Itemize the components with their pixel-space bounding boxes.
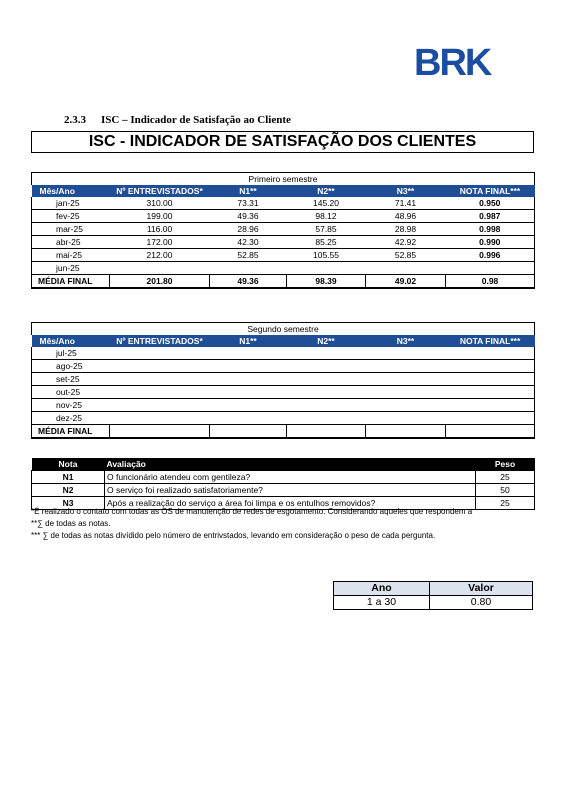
n2-cell: 145.20 <box>287 197 366 210</box>
legend-avaliacao: O serviço foi realizado satisfatoriamente? <box>105 484 476 497</box>
col-header-final: NOTA FINAL*** <box>446 335 535 347</box>
legend-avaliacao: O funcionário atendeu com gentileza? <box>105 471 476 484</box>
summary-table <box>333 581 533 610</box>
month-cell: dez-25 <box>32 412 110 425</box>
n2-cell <box>287 262 366 275</box>
col-header-n2: N2** <box>287 335 366 347</box>
interviewed-cell <box>110 360 210 373</box>
month-cell: out-25 <box>32 386 110 399</box>
col-header-n3: N3** <box>366 185 446 197</box>
section-heading <box>64 114 291 126</box>
n1-cell <box>210 373 287 386</box>
n3-cell <box>366 347 446 360</box>
summary-ano: 1 a 30 <box>334 596 430 610</box>
interviewed-cell <box>110 262 210 275</box>
n3-cell <box>366 412 446 425</box>
month-cell: ago-25 <box>32 360 110 373</box>
final-score-cell <box>446 386 535 399</box>
first-semester-caption: Primeiro semestre <box>32 173 535 186</box>
table-row <box>32 347 535 360</box>
final-n1: 49.36 <box>210 275 287 289</box>
legend-table <box>31 458 535 510</box>
n1-cell: 73.31 <box>210 197 287 210</box>
final-score-cell <box>446 347 535 360</box>
interviewed-cell <box>110 399 210 412</box>
final-score-cell: 0.990 <box>446 236 535 249</box>
final-n3 <box>366 425 446 439</box>
col-header-n1: N1** <box>210 185 287 197</box>
final-n2 <box>287 425 366 439</box>
n1-cell: 28.96 <box>210 223 287 236</box>
n2-cell <box>287 386 366 399</box>
legend-header-nota: Nota <box>32 458 105 471</box>
final-interviewed <box>110 425 210 439</box>
n3-cell <box>366 386 446 399</box>
table-row <box>32 223 535 236</box>
n3-cell: 28.98 <box>366 223 446 236</box>
n3-cell <box>366 262 446 275</box>
table-row <box>32 197 535 210</box>
table-row <box>32 360 535 373</box>
final-score-cell: 0.998 <box>446 223 535 236</box>
final-n2: 98.39 <box>287 275 366 289</box>
col-header-n1: N1** <box>210 335 287 347</box>
final-score-cell: 0.987 <box>446 210 535 223</box>
summary-valor: 0.80 <box>430 596 533 610</box>
final-label: MÉDIA FINAL <box>32 425 110 439</box>
final-score-cell: 0.950 <box>446 197 535 210</box>
n3-cell <box>366 360 446 373</box>
final-score: 0.98 <box>446 275 535 289</box>
n1-cell <box>210 262 287 275</box>
interviewed-cell <box>110 386 210 399</box>
n1-cell <box>210 412 287 425</box>
final-score-cell <box>446 262 535 275</box>
n2-cell <box>287 373 366 386</box>
month-cell: mar-25 <box>32 223 110 236</box>
n1-cell <box>210 360 287 373</box>
legend-row <box>32 471 535 484</box>
legend-peso: 25 <box>476 497 535 510</box>
n1-cell <box>210 347 287 360</box>
table-row <box>32 412 535 425</box>
month-cell: jul-25 <box>32 347 110 360</box>
n3-cell: 42.92 <box>366 236 446 249</box>
n2-cell: 57.85 <box>287 223 366 236</box>
interviewed-cell <box>110 412 210 425</box>
n2-cell: 85.25 <box>287 236 366 249</box>
table-row <box>32 262 535 275</box>
final-score-cell <box>446 360 535 373</box>
n3-cell <box>366 399 446 412</box>
legend-header-peso: Peso <box>476 458 535 471</box>
first-semester-table <box>31 172 535 289</box>
legend-peso: 50 <box>476 484 535 497</box>
final-score-cell <box>446 373 535 386</box>
table-row <box>32 399 535 412</box>
main-title: ISC - INDICADOR DE SATISFAÇÃO DOS CLIENTES <box>31 131 534 153</box>
legend-nota: N3 <box>32 497 105 510</box>
brk-logo-text: BRK <box>414 44 491 78</box>
final-score-cell: 0.996 <box>446 249 535 262</box>
col-header-month: Mês/Ano <box>32 335 110 347</box>
col-header-month: Mês/Ano <box>32 185 110 197</box>
month-cell: jan-25 <box>32 197 110 210</box>
n3-cell: 52.85 <box>366 249 446 262</box>
n2-cell <box>287 347 366 360</box>
n3-cell <box>366 373 446 386</box>
interviewed-cell: 212.00 <box>110 249 210 262</box>
legend-row <box>32 484 535 497</box>
n1-cell <box>210 386 287 399</box>
n2-cell <box>287 412 366 425</box>
final-score-cell <box>446 399 535 412</box>
month-cell: jun-25 <box>32 262 110 275</box>
summary-header-ano: Ano <box>334 582 430 596</box>
legend-avaliacao: Após a realização do serviço a área foi limpa e os entulhos removidos? <box>105 497 476 510</box>
n2-cell: 98.12 <box>287 210 366 223</box>
col-header-interviewed: Nº ENTREVISTADOS* <box>110 335 210 347</box>
interviewed-cell: 172.00 <box>110 236 210 249</box>
month-cell: set-25 <box>32 373 110 386</box>
footnote-1: *É realizado o contato com todas as OS de manutenção de redes de esgotamento. Considerando aqueles que respondem a <box>31 507 473 516</box>
interviewed-cell: 310.00 <box>110 197 210 210</box>
col-header-n3: N3** <box>366 335 446 347</box>
second-semester-table <box>31 322 535 439</box>
n1-cell: 42.30 <box>210 236 287 249</box>
table-row <box>32 210 535 223</box>
legend-nota: N1 <box>32 471 105 484</box>
n2-cell <box>287 360 366 373</box>
month-cell: fev-25 <box>32 210 110 223</box>
section-title: ISC – Indicador de Satisfação ao Cliente <box>101 114 291 126</box>
table-row <box>32 236 535 249</box>
legend-nota: N2 <box>32 484 105 497</box>
col-header-n2: N2** <box>287 185 366 197</box>
footnote-3: *** ∑ de todas as notas divídido pelo número de entrivstados, levando em consideração o peso de cada pergunta. <box>31 531 436 540</box>
n1-cell: 52.85 <box>210 249 287 262</box>
col-header-interviewed: Nº ENTREVISTADOS* <box>110 185 210 197</box>
final-label: MÉDIA FINAL <box>32 275 110 289</box>
table-row <box>32 373 535 386</box>
final-score <box>446 425 535 439</box>
interviewed-cell <box>110 347 210 360</box>
section-number: 2.3.3 <box>64 114 86 126</box>
n1-cell: 49.36 <box>210 210 287 223</box>
legend-header-avaliacao: Avaliação <box>105 458 476 471</box>
summary-header-valor: Valor <box>430 582 533 596</box>
interviewed-cell: 199.00 <box>110 210 210 223</box>
second-semester-caption: Segundo semestre <box>32 323 535 336</box>
interviewed-cell: 116.00 <box>110 223 210 236</box>
n3-cell: 48.96 <box>366 210 446 223</box>
footnote-2: **∑ de todas as notas. <box>31 519 111 528</box>
final-n3: 49.02 <box>366 275 446 289</box>
table-row <box>32 386 535 399</box>
n2-cell <box>287 399 366 412</box>
final-n1 <box>210 425 287 439</box>
n2-cell: 105.55 <box>287 249 366 262</box>
month-cell: nov-25 <box>32 399 110 412</box>
footnotes <box>31 506 472 542</box>
interviewed-cell <box>110 373 210 386</box>
n1-cell <box>210 399 287 412</box>
col-header-final: NOTA FINAL*** <box>446 185 535 197</box>
brk-logo <box>414 44 510 78</box>
month-cell: mai-25 <box>32 249 110 262</box>
n3-cell: 71.41 <box>366 197 446 210</box>
final-interviewed: 201.80 <box>110 275 210 289</box>
month-cell: abr-25 <box>32 236 110 249</box>
table-row <box>32 249 535 262</box>
legend-peso: 25 <box>476 471 535 484</box>
final-score-cell <box>446 412 535 425</box>
